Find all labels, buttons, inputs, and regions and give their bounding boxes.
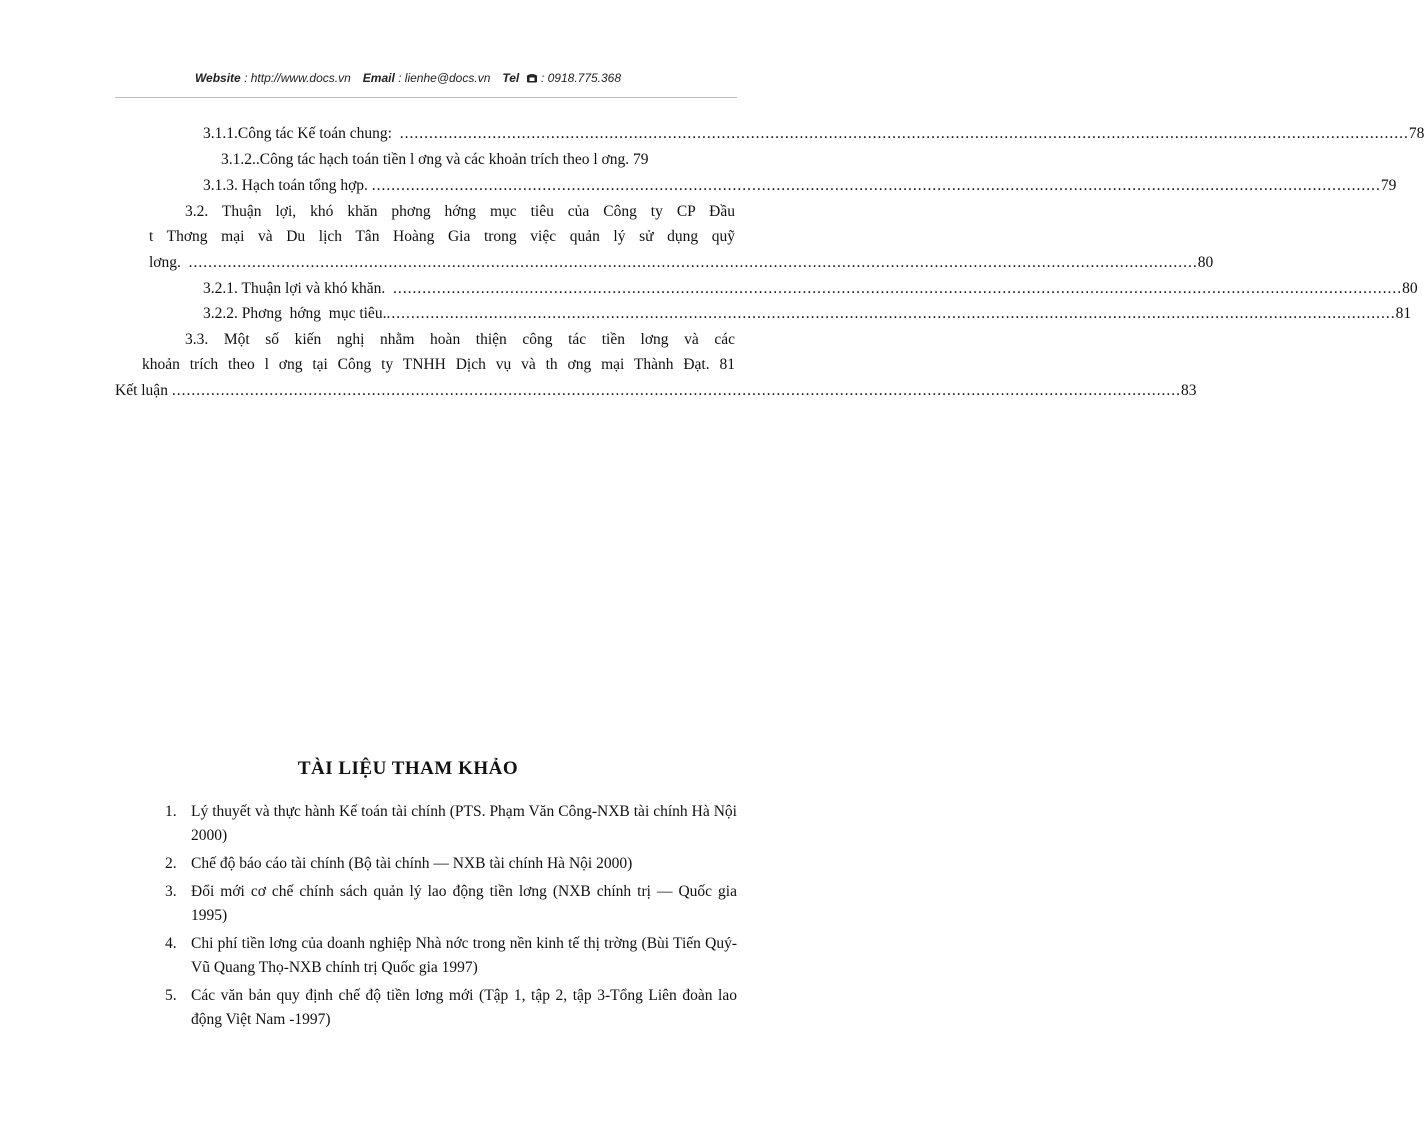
reference-text: Chế độ báo cáo tài chính (Bộ tài chính — NXB tài chính Hà Nội 2000) (191, 855, 633, 872)
toc-entry[interactable] (115, 379, 1197, 403)
toc-entry-page: 80 (1402, 280, 1418, 297)
reference-text: Chi phí tiền lơng của doanh nghiệp Nhà nớc trong nền kinh tế thị trờng (Bùi Tiến Quý-Vũ Quang Thọ-NXB chính trị Quốc gia 1997) (191, 935, 737, 976)
toc-entry[interactable] (203, 174, 1397, 198)
toc-entry[interactable] (203, 277, 1418, 301)
toc-entry-page: 78 (1408, 125, 1424, 142)
toc-leader: ............................................................................................................................................................................................................... (188, 254, 1198, 271)
references-title: TÀI LIỆU THAM KHẢO (297, 758, 519, 779)
website-value[interactable]: : http://www.docs.vn (240, 71, 351, 85)
toc-entry-continued[interactable]: t Thơng mại và Du lịch Tân Hoàng Gia trong việc quản lý sử dụng quỹ (149, 228, 735, 245)
reference-number: 4. (165, 935, 177, 952)
email-value[interactable]: : lienhe@docs.vn (394, 71, 491, 85)
reference-item (165, 984, 737, 1032)
reference-number: 1. (165, 803, 177, 820)
toc-entry-label: 3.2.1. Thuận lợi và khó khăn. (203, 280, 394, 297)
reference-number: 2. (165, 855, 177, 872)
reference-text: Đổi mới cơ chế chính sách quản lý lao động tiền lơng (NXB chính trị — Quốc gia 1995) (191, 883, 737, 924)
tel-value: : 0918.775.368 (537, 71, 622, 85)
toc-entry-label: lơng. (149, 254, 189, 271)
toc-entry-page: 81 (1395, 305, 1412, 322)
toc-leader: ............................................................................................................................................................................................................... (171, 382, 1181, 399)
toc-leader: ............................................................................................................................................................................................................... (386, 305, 1396, 322)
email-label: Email (362, 71, 395, 85)
reference-item (165, 932, 737, 980)
toc-entry-page: 80 (1197, 254, 1214, 271)
toc-entry-page: 79 (1380, 177, 1397, 194)
toc-entry-page: 83 (1180, 382, 1197, 399)
reference-item (165, 880, 737, 928)
toc-entry[interactable]: 3.2. Thuận lợi, khó khăn phơng hớng mục tiêu của Công ty CP Đầu (185, 203, 735, 220)
tel-label: Tel (502, 71, 520, 85)
toc-leader: ............................................................................................................................................................................................................... (393, 280, 1403, 297)
toc-entry-continued[interactable]: khoản trích theo l ơng tại Công ty TNHH Dịch vụ và th ơng mại Thành Đạt. 81 (142, 356, 735, 373)
reference-item (165, 800, 737, 848)
reference-text: Các văn bản quy định chế độ tiền lơng mới (Tập 1, tập 2, tập 3-Tổng Liên đoàn lao động Việt Nam -1997) (191, 987, 737, 1028)
telephone-icon (526, 72, 538, 83)
toc-entry[interactable]: 3.1.2..Công tác hạch toán tiền l ơng và các khoản trích theo l ơng. 79 (221, 151, 649, 168)
reference-number: 3. (165, 883, 177, 900)
website-label: Website (194, 71, 241, 85)
toc-leader: ............................................................................................................................................................................................................... (371, 177, 1381, 194)
toc-entry-label: 3.1.3. Hạch toán tổng hợp. (203, 177, 372, 194)
toc-entry-label: Kết luận (115, 382, 172, 399)
toc-entry[interactable] (203, 302, 1412, 326)
page-header (0, 71, 816, 85)
reference-number: 5. (165, 987, 177, 1004)
toc-entry-label: 3.2.2. Phơng hớng mục tiêu. (203, 305, 387, 322)
reference-text: Lý thuyết và thực hành Kế toán tài chính (PTS. Phạm Văn Công-NXB tài chính Hà Nội 2000) (191, 803, 737, 844)
header-rule (115, 97, 737, 98)
toc-entry-label: 3.1.1.Công tác Kế toán chung: (203, 125, 400, 142)
toc-entry[interactable]: 3.3. Một số kiến nghị nhằm hoàn thiện công tác tiền lơng và các (185, 331, 735, 348)
reference-item (165, 852, 737, 876)
toc-leader: ............................................................................................................................................................................................................... (399, 125, 1409, 142)
references-list (165, 800, 737, 1036)
toc-entry[interactable] (203, 122, 1424, 146)
toc-entry-continued[interactable] (149, 251, 1214, 275)
